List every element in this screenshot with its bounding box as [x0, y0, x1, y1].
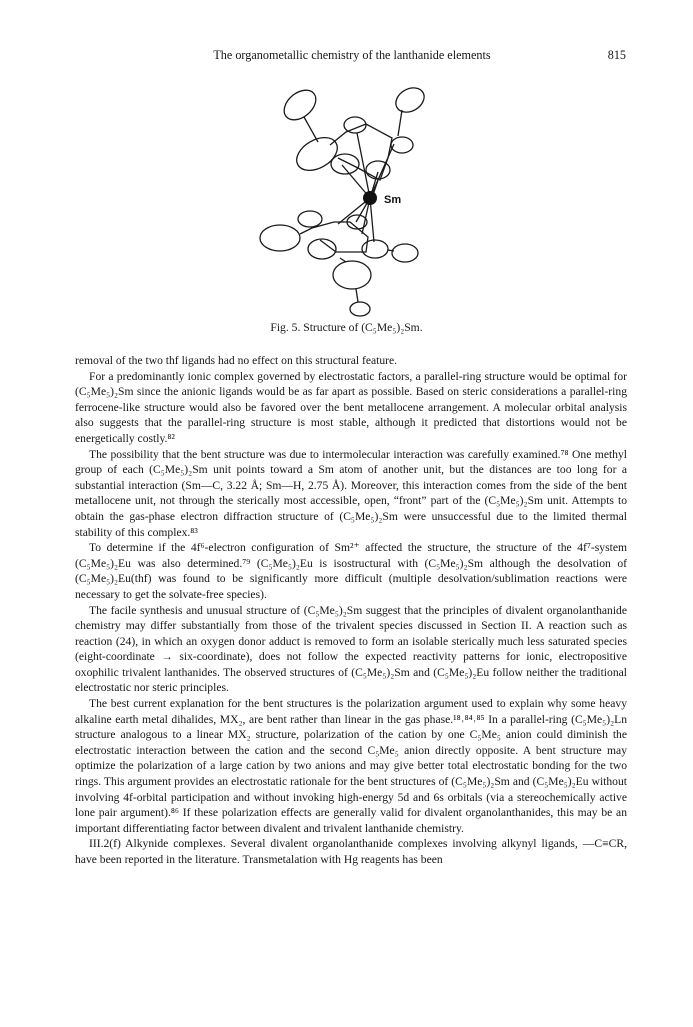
upper-ring-atom [331, 154, 359, 174]
upper-ring-bond [304, 110, 402, 198]
sm-atom [363, 191, 377, 205]
upper-ring-atom [278, 84, 321, 126]
lower-ring-atom [333, 261, 371, 289]
upper-ring-atom [291, 131, 343, 177]
paragraph: The facile synthesis and unusual structure of (C₅Me₅)₂Sm suggest that the principles of divalent organolanthanide chemistry may differ substantially from those of the trivalent species discussed in Section II. A reaction such as reaction (24), in which an oxygen donor adduct is removed to form an isolable sterically much less saturated species (eight-coordinate → six-coordinate), does not follow the expected reactivity patterns for ionic, electropositive oxophilic trivalent lanthanides. The observed structures of (C₅Me₅)₂Sm and (C₅Me₅)₂Eu follow neither the traditional electrostatic nor steric principles. [75, 603, 627, 695]
paragraph: The possibility that the bent structure was due to intermolecular interaction was carefully examined.⁷⁸ One methyl group of each (C₅Me₅)₂Sm unit points toward a Sm atom of another unit, but the distances are too long for a substantial interaction (Sm—C, 3.22 Å; Sm—H, 2.75 Å). Moreover, this interaction comes from the side of the bent metallocene unit, not through the sterically most accessible, open, “front” part of the (C₅Me₅)₂Sm unit. Attempts to obtain the gas-phase electron diffraction structure of (C₅Me₅)₂Sm were unsuccessful due to the limited thermal stability of this complex.⁸³ [75, 447, 627, 539]
body-text [75, 353, 627, 868]
lower-ring-atom [392, 244, 418, 262]
paragraph: removal of the two thf ligands had no effect on this structural feature. [75, 354, 398, 367]
paragraph: For a predominantly ionic complex governed by electrostatic factors, a parallel-ring structure would be optimal for (C₅Me₅)₂Sm since the anionic ligands would be as far apart as possible. Based on steric considerations a parallel-ring ferrocene-like structure would also be favored over the bent metallocene arrangement. A molecular orbital analysis also suggests that the parallel-ring structure is most stable, although it predicted that distortions would not be energetically costly.⁸² [75, 369, 627, 445]
lower-ring-atom [350, 302, 370, 316]
lower-ring-bond [340, 250, 394, 302]
sm-atom-label: Sm [384, 194, 402, 206]
molecular-structure-figure [0, 72, 693, 342]
paragraph: III.2(f) Alkynide complexes. Several divalent organolanthanide complexes involving alkynyl ligands, —C≡CR, have been reported in the literature. Transmetalation with Hg reagents has been [75, 837, 627, 866]
running-title: The organometallic chemistry of the lanthanide elements [213, 48, 491, 62]
lower-ring-atom [260, 225, 300, 251]
figure-caption: Fig. 5. Structure of (C₅Me₅)₂Sm. [270, 321, 423, 334]
upper-ring-atom [391, 137, 413, 153]
running-header [78, 48, 626, 68]
page-number: 815 [607, 48, 626, 62]
lower-ring-atom [298, 211, 322, 227]
upper-ring-atom [392, 83, 429, 117]
paragraph: To determine if the 4f⁶-electron configuration of Sm²⁺ affected the structure, the structure of the 4f⁷-system (C₅Me₅)₂Eu was also determined.⁷⁹ (C₅Me₅)₂Eu is isostructural with (C₅Me₅)₂Sm although the desolvation of (C₅Me₅)₂Eu(thf) was found to be significantly more difficult (multiple desolvation/sublimation reactions were necessary to get the solvate-free species). [75, 541, 627, 601]
paragraph: The best current explanation for the bent structures is the polarization argument used to explain why some heavy alkaline earth metal dihalides, MX₂, are bent rather than linear in the gas phase.¹⁸˒⁸⁴˒⁸⁵ In a parallel-ring (C₅Me₅)₂Ln structure analogous to a linear MX₂ structure, polarization of the cation by one C₅Me₅ anion could diminish the electrostatic interaction between the cation and the second C₅Me₅ anion directly opposite. A bent structure may optimize the polarization of a large cation by two anions and may give better total electrostatic bonding for the two rings. This argument provides an electrostatic rationale for the bent structures of (C₅Me₅)₂Sm and (C₅Me₅)₂Eu without involving 4f-orbital participation and without invoking high-energy 5d and 6s orbitals (via a stereochemically active lone pair argument).⁸⁶ If these polarization effects are generally valid for divalent organolanthanides, this may be an important differentiating factor between divalent and trivalent lanthanide chemistry. [75, 697, 627, 835]
